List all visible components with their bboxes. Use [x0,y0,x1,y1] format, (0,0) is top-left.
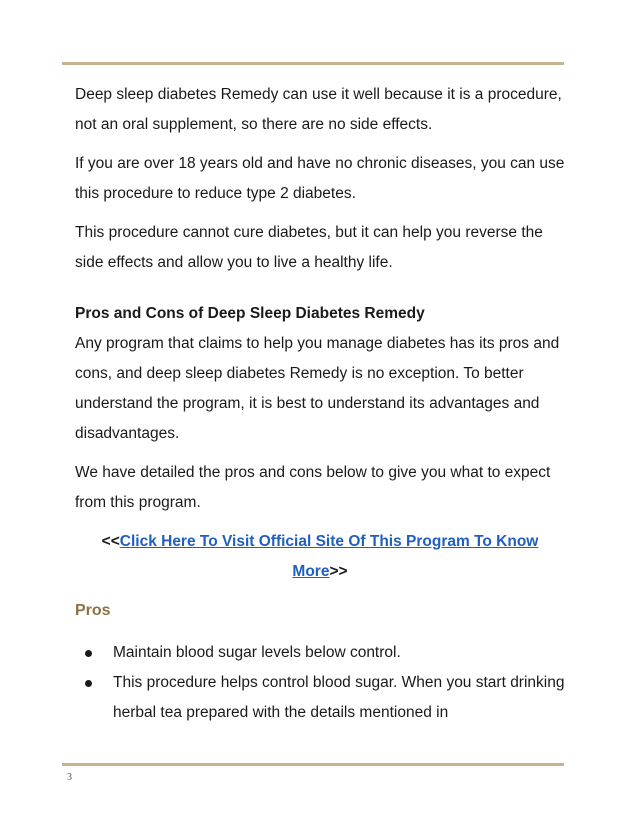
bullet-icon [85,680,92,687]
section-heading: Pros and Cons of Deep Sleep Diabetes Remedy [75,305,425,322]
official-site-cta [75,527,565,587]
official-site-link[interactable]: Click Here To Visit Official Site Of This Program To Know More [119,533,539,580]
list-item-text: This procedure helps control blood sugar. When you start drinking herbal tea prepared with the details mentioned in [113,674,565,721]
page-number: 3 [67,772,72,783]
bottom-divider [62,763,564,766]
paragraph-healthy-life: This procedure cannot cure diabetes, but it can help you reverse the side effects and allow you to live a healthy life. [75,224,543,271]
paragraph-eligibility: If you are over 18 years old and have no chronic diseases, you can use this procedure to reduce type 2 diabetes. [75,155,565,202]
pros-heading: Pros [75,602,111,619]
list-item-text: Maintain blood sugar levels below control. [113,644,401,661]
list-item [75,668,565,728]
page-content [75,80,565,728]
paragraph-detailed: We have detailed the pros and cons below to give you what to expect from this program. [75,464,551,511]
pros-list [75,638,565,728]
list-item [75,638,565,668]
cta-suffix: >> [329,563,348,580]
cta-prefix: << [101,533,120,550]
paragraph-pros-cons-intro: Any program that claims to help you manage diabetes has its pros and cons, and deep sleep diabetes Remedy is no exception. To better understand the program, it is best to understand its advantages and disadvantages. [75,335,560,442]
top-divider [62,62,564,65]
bullet-icon [85,650,92,657]
paragraph-side-effects: Deep sleep diabetes Remedy can use it well because it is a procedure, not an oral supplement, so there are no side effects. [75,86,562,133]
